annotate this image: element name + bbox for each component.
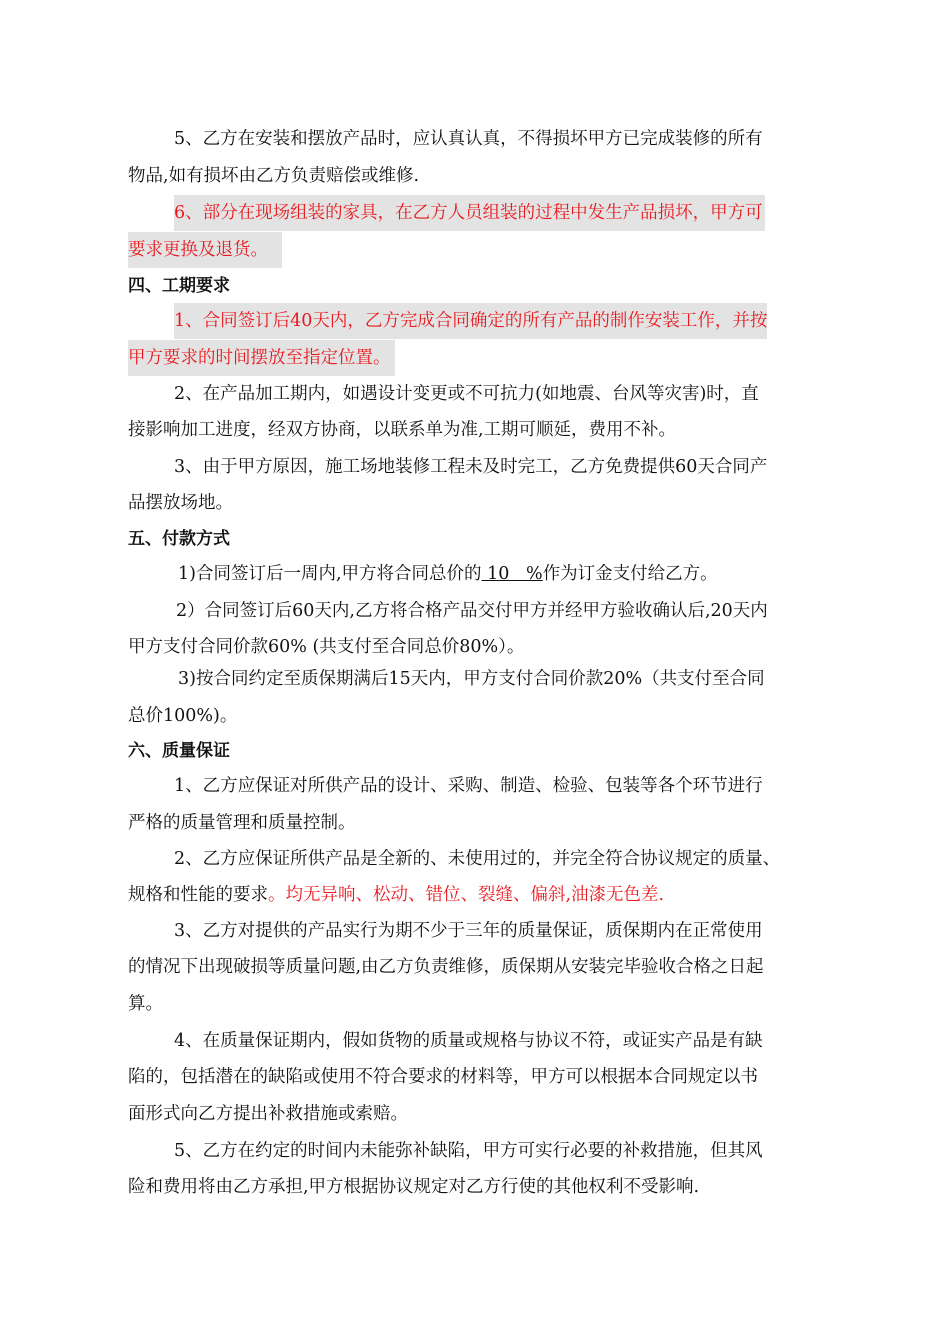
highlighted-line: 6、部分在现场组装的家具，在乙方人员组装的过程中发生产品损坏，甲方可 (0, 195, 950, 231)
paragraph-line: 陷的，包括潜在的缺陷或使用不符合要求的材料等，甲方可以根据本合同规定以书 (128, 1067, 758, 1087)
paragraph-line: 规格和性能的要求。均无异响、松动、错位、裂缝、偏斜,油漆无色差. (0, 877, 950, 913)
paragraph-line: 2、在产品加工期内，如遇设计变更或不可抗力(如地震、台风等灾害)时，直 (174, 384, 759, 404)
section-heading: 四、工期要求 (128, 276, 230, 296)
paragraph-line: 品摆放场地。 (128, 493, 233, 513)
highlighted-line: 1、合同签订后40天内，乙方完成合同确定的所有产品的制作安装工作，并按 (0, 303, 950, 339)
paragraph-line: 2）合同签订后60天内,乙方将合格产品交付甲方并经甲方验收确认后,20天内 (176, 601, 768, 621)
paragraph-line: 5、乙方在约定的时间内未能弥补缺陷，甲方可实行必要的补救措施，但其风 (174, 1141, 763, 1161)
paragraph-line: 险和费用将由乙方承担,甲方根据协议规定对乙方行使的其他权利不受影响. (128, 1177, 700, 1197)
highlighted-line: 甲方要求的时间摆放至指定位置。 (0, 340, 950, 376)
highlighted-line: 要求更换及退货。 (0, 232, 950, 268)
paragraph-line: 3)按合同约定至质保期满后15天内，甲方支付合同价款20%（共支付至合同 (178, 669, 765, 689)
quality-requirement-emphasis: 。均无异响、松动、错位、裂缝、偏斜,油漆无色差. (268, 885, 665, 905)
paragraph-line: 甲方支付合同价款60% (共支付至合同总价80%）。 (128, 637, 525, 657)
paragraph-line: 算。 (128, 994, 163, 1014)
paragraph-line: 接影响加工进度，经双方协商，以联系单为准,工期可顺延，费用不补。 (128, 420, 677, 440)
paragraph-line: 的情况下出现破损等质量问题,由乙方负责维修，质保期从安装完毕验收合格之日起 (128, 957, 764, 977)
paragraph-line: 2、乙方应保证所供产品是全新的、未使用过的，并完全符合协议规定的质量、 (174, 849, 781, 869)
paragraph-line: 1)合同签订后一周内,甲方将合同总价的 10 %作为订金支付给乙方。 (0, 556, 950, 592)
paragraph-line: 4、在质量保证期内，假如货物的质量或规格与协议不符，或证实产品是有缺 (174, 1031, 763, 1051)
section-heading: 五、付款方式 (128, 529, 230, 549)
paragraph-line: 1、乙方应保证对所供产品的设计、采购、制造、检验、包装等各个环节进行 (174, 776, 763, 796)
paragraph-line: 5、乙方在安装和摆放产品时，应认真认真，不得损坏甲方已完成装修的所有 (174, 129, 763, 149)
paragraph-line: 面形式向乙方提出补救措施或索赔。 (128, 1104, 408, 1124)
paragraph-line: 物品,如有损坏由乙方负责赔偿或维修. (128, 166, 420, 186)
percentage-blank: 10 % (481, 564, 543, 584)
paragraph-line: 总价100%)。 (128, 706, 238, 726)
paragraph-line: 3、乙方对提供的产品实行为期不少于三年的质量保证，质保期内在正常使用 (174, 921, 763, 941)
section-heading: 六、质量保证 (128, 741, 230, 761)
paragraph-line: 3、由于甲方原因，施工场地装修工程未及时完工，乙方免费提供60天合同产 (174, 457, 768, 477)
paragraph-line: 严格的质量管理和质量控制。 (128, 813, 356, 833)
